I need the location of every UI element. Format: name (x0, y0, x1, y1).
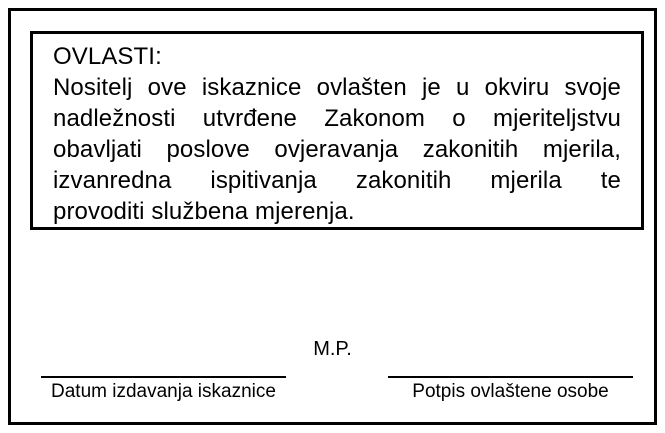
signer-signature-line (388, 376, 633, 378)
signer-signature-block (388, 376, 633, 403)
date-signature-label: Datum izdavanja iskaznice (51, 381, 276, 402)
date-signature-line (41, 376, 286, 378)
authority-line-5: provoditi službena mjerenja. (53, 198, 355, 225)
authority-line-1: Nositelj ove iskaznice ovlašten je u okviru svoje (53, 74, 621, 101)
authority-box (30, 31, 644, 230)
card-outer-border (8, 8, 657, 425)
authority-heading: OVLASTI: (53, 43, 162, 70)
authority-line-4: izvanredna ispitivanja zakonitih mjerila te (53, 167, 621, 194)
authority-line-3: obavljati poslove ovjeravanja zakonitih mjerila, (53, 136, 621, 163)
seal-placeholder-mp: M.P. (313, 338, 352, 360)
signer-signature-label: Potpis ovlaštene osobe (412, 381, 609, 402)
authority-line-2: nadležnosti utvrđene Zakonom o mjeriteljstvu (53, 105, 621, 132)
date-signature-block (41, 376, 286, 403)
